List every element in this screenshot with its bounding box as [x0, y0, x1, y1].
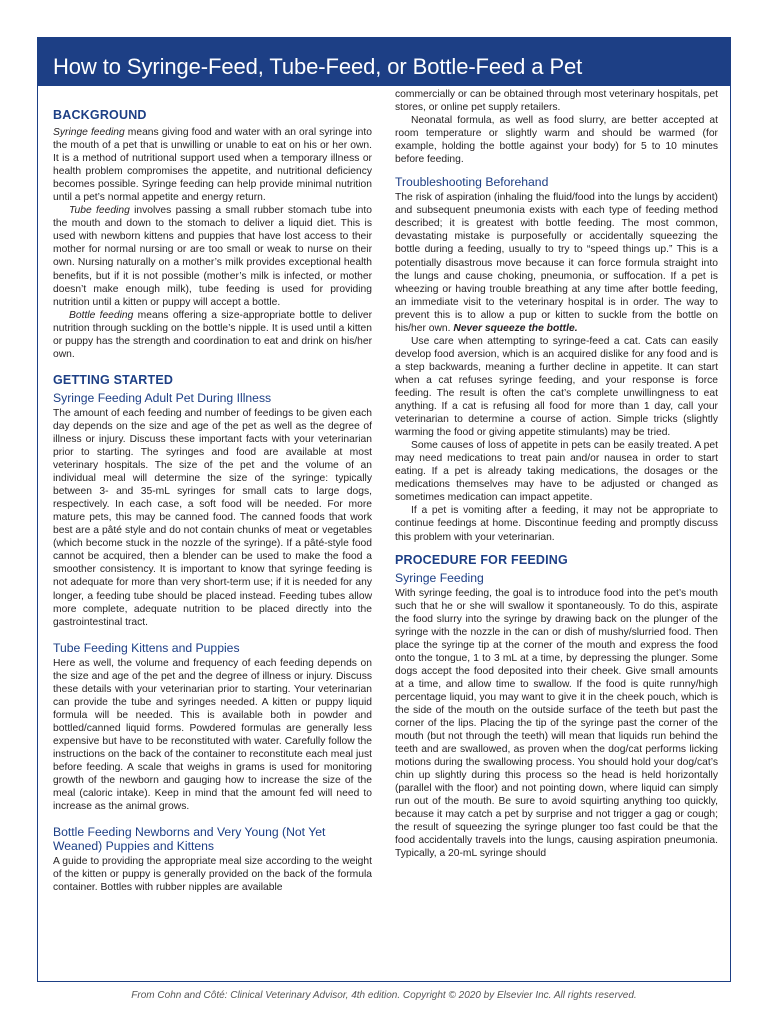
- subheading-tube-feeding: Tube Feeding Kittens and Puppies: [53, 640, 240, 655]
- section-heading-getting-started: GETTING STARTED: [53, 372, 174, 387]
- background-paragraph-3: Bottle feeding means offering a size-appropriate bottle to deliver nutrition through suckling on the bottle’s nipple. It is used until a kitten or puppy has the strength and coordination to eat and drink on his/her own.: [53, 309, 372, 360]
- troubleshooting-paragraph-2: Use care when attempting to syringe-feed a cat. Cats can easily develop food aversion, which is an acquired dislike for any food and is a step backwards, meaning a further decline in appetite. It can start when a cat refuses syringe feeding, and your response is force feeding. The result is often the cat’s complete unwillingness to eat anything. If a cat is refusing all food for more than 1 day, call your veterinarian to determine a course of action. Simple tricks (slightly warming the food or giving appetite stimulants) may be tried.: [395, 335, 718, 439]
- title-banner: [38, 38, 730, 86]
- term-bottle-feeding: Bottle feeding: [69, 309, 134, 321]
- term-syringe-feeding: Syringe feeding: [53, 127, 125, 138]
- copyright-footer: From Cohn and Côté: Clinical Veterinary Advisor, 4th edition. Copyright © 2020 by Elsevier Inc. All rights reserved.: [131, 990, 637, 1001]
- troubleshooting-paragraph-4: If a pet is vomiting after a feeding, it may not be appropriate to continue feedings at home. Discontinue feeding and promptly discuss this problem with your veterinarian.: [395, 505, 718, 543]
- page-frame: [37, 37, 731, 982]
- section-heading-background: BACKGROUND: [53, 108, 147, 122]
- troubleshooting-paragraph-1: The risk of aspiration (inhaling the fluid/food into the lungs by accident) and subsequent pneumonia exists with each type of feeding method described; it is greatest with bottle feeding. The most common, devastating mistake is purposefully or accidentally squeezing the bottle during a feeding, usually to try to “speed things up.” This is a potentially disastrous move because it can force formula straight into the lungs and cause choking, pneumonia, or suffocation. If a pet is wheezing or having trouble breathing at any time after bottle feeding, an immediate visit to the veterinary hospital is in order. The way to prevent this is to allow a pup or kitten to suckle from the bottle on his/her own. Never squeeze the bottle.: [395, 192, 718, 334]
- subheading-troubleshooting: Troubleshooting Beforehand: [395, 175, 549, 190]
- subheading-syringe-adult: Syringe Feeding Adult Pet During Illness: [53, 390, 272, 405]
- troubleshooting-paragraph-3: Some causes of loss of appetite in pets can be easily treated. A pet may need medications to treat pain and/or nausea in order to start eating. If a pet is already taking medications, the dosages or the medications themselves may have to be adjusted or changed as sometimes medication can impact appetite.: [395, 440, 718, 504]
- syringe-adult-paragraph: The amount of each feeding and number of feedings to be given each day depends on the size and age of the pet as well as the degree of illness or injury. Discuss these important facts with your veterinarian prior to starting. The syringes and food are available at most veterinary hospitals. The size of the pet and the volume of an individual meal will determine the size of the syringe: typically between 3- and 35-mL syringes for small cats to large dogs, respectively. In each case, a soft food will be needed. For more mature pets, this may be canned food. The canned foods that work best are a pâté style and do not contain chunks of meat or vegetables (which become stuck in the nozzle of the syringe). If a pâté-style food cannot be acquired, then a blender can be used to make the food a smoother consistency. It is important to know that syringe feeding is not adequate for more than very short-term use; if it is needed for any longer, a feeding tube should be placed instead. Feeding tubes allow more complete, adequate nutrition to be placed directly into the gastrointestinal tract.: [53, 407, 372, 628]
- bottle-feeding-paragraph-2: Neonatal formula, as well as food slurry, are better accepted at room temperature or slightly warm and should be warmed (for example, holding the bottle against your body) for 5 to 10 minutes before feeding.: [395, 115, 718, 166]
- right-column: [395, 86, 718, 861]
- page-title: How to Syringe-Feed, Tube-Feed, or Bottle-Feed a Pet: [53, 54, 583, 79]
- background-paragraph-1: Syringe feeding means giving food and water with an oral syringe into the mouth of a pet that is unwilling or unable to eat on his or her own. It is a method of nutritional support used when a temporary illness or health problem compromises the appetite, and nutritional deficiency becomes possible. Syringe feeding can help provide minimal nutrition until a pet’s normal appetite and energy return.: [53, 127, 372, 204]
- warning-never-squeeze: Never squeeze the bottle.: [453, 322, 578, 334]
- term-tube-feeding: Tube feeding: [69, 205, 130, 217]
- subheading-bottle-feeding: Bottle Feeding Newborns and Very Young (Not Yet Weaned) Puppies and Kittens: [53, 825, 326, 854]
- tube-feeding-paragraph: Here as well, the volume and frequency of each feeding depends on the size and age of the pet and the degree of illness or injury. Discuss these details with your veterinarian prior to starting. Your veterinarian can provide the tube and syringes needed. A kitten or puppy liquid formula will be needed. This is available both in powder and bottled/canned liquid forms. Powdered formulas are generally less expensive but have to be reconstituted with water. Carefully follow the instructions on the back of the container to reconstitute each meal just before feeding. A scale that weighs in grams is used for monitoring growth of the newborn and gauging how to increase the size of the meal (caloric intake). Keep in mind that the amount fed will need to increase as the animal grows.: [53, 657, 372, 813]
- bottle-feeding-paragraph: A guide to providing the appropriate meal size according to the weight of the kitten or puppy is generally provided on the back of the formula container. Bottles with rubber nipples are available: [53, 856, 372, 894]
- background-paragraph-2: Tube feeding involves passing a small rubber stomach tube into the mouth and down to the stomach to deliver a liquid diet. This is used with newborn kittens and puppies that have lost access to their mother for normal nursing or are too small or weak to nurse on their own. Nursing naturally on a mother’s milk provides exceptional health benefits, but if it is not possible (mother’s milk is infected, or mother doesn’t make enough milk), tube feeding is used for providing nutrition until a kitten or puppy will accept a bottle.: [53, 205, 372, 308]
- subheading-syringe-feeding: Syringe Feeding: [395, 570, 484, 585]
- bottle-feeding-paragraph-cont: commercially or can be obtained through most veterinary hospitals, pet stores, or online pet supply retailers.: [395, 89, 718, 114]
- syringe-feeding-paragraph: With syringe feeding, the goal is to introduce food into the pet’s mouth such that he or she will swallow it spontaneously. To do this, aspirate the food slurry into the syringe by drawing back on the plunger of the syringe with the nozzle in the can or dish of mushy/slurried food. Then place the syringe tip at the corner of the mouth and express the food onto the tongue, 1 to 3 mL at a time, by depressing the plunger. Some dogs accept the food deposited into their cheek. Give small amounts at a time, and allow time to swallow. If the food is quite runny/high percentage liquid, you may want to give it in the cheek pouch, which is the side of the mouth on the outside surface of the teeth but past the corner of the lips. Placing the tip of the syringe past the corner of the mouth (but not through the teeth) will mean that liquids run behind the teeth and are swallowed, as proven when the dog/cat performs licking motions during the swallowing process. You should hold your dog/cat’s chin up slightly during this process so the head is held horizontally (parallel with the floor) and not pointing down, where liquid can simply run out of the mouth. Be sure to avoid squirting anything too quickly, because it may catch a pet by surprise and not trigger a gag or cough; the result of squeezing the syringe plunger too fast could be that the food accidentally travels into the lungs, causing aspiration pneumonia. Typically, a 20-mL syringe should: [395, 587, 718, 860]
- left-column: [53, 86, 372, 894]
- section-heading-procedure: PROCEDURE FOR FEEDING: [395, 552, 568, 567]
